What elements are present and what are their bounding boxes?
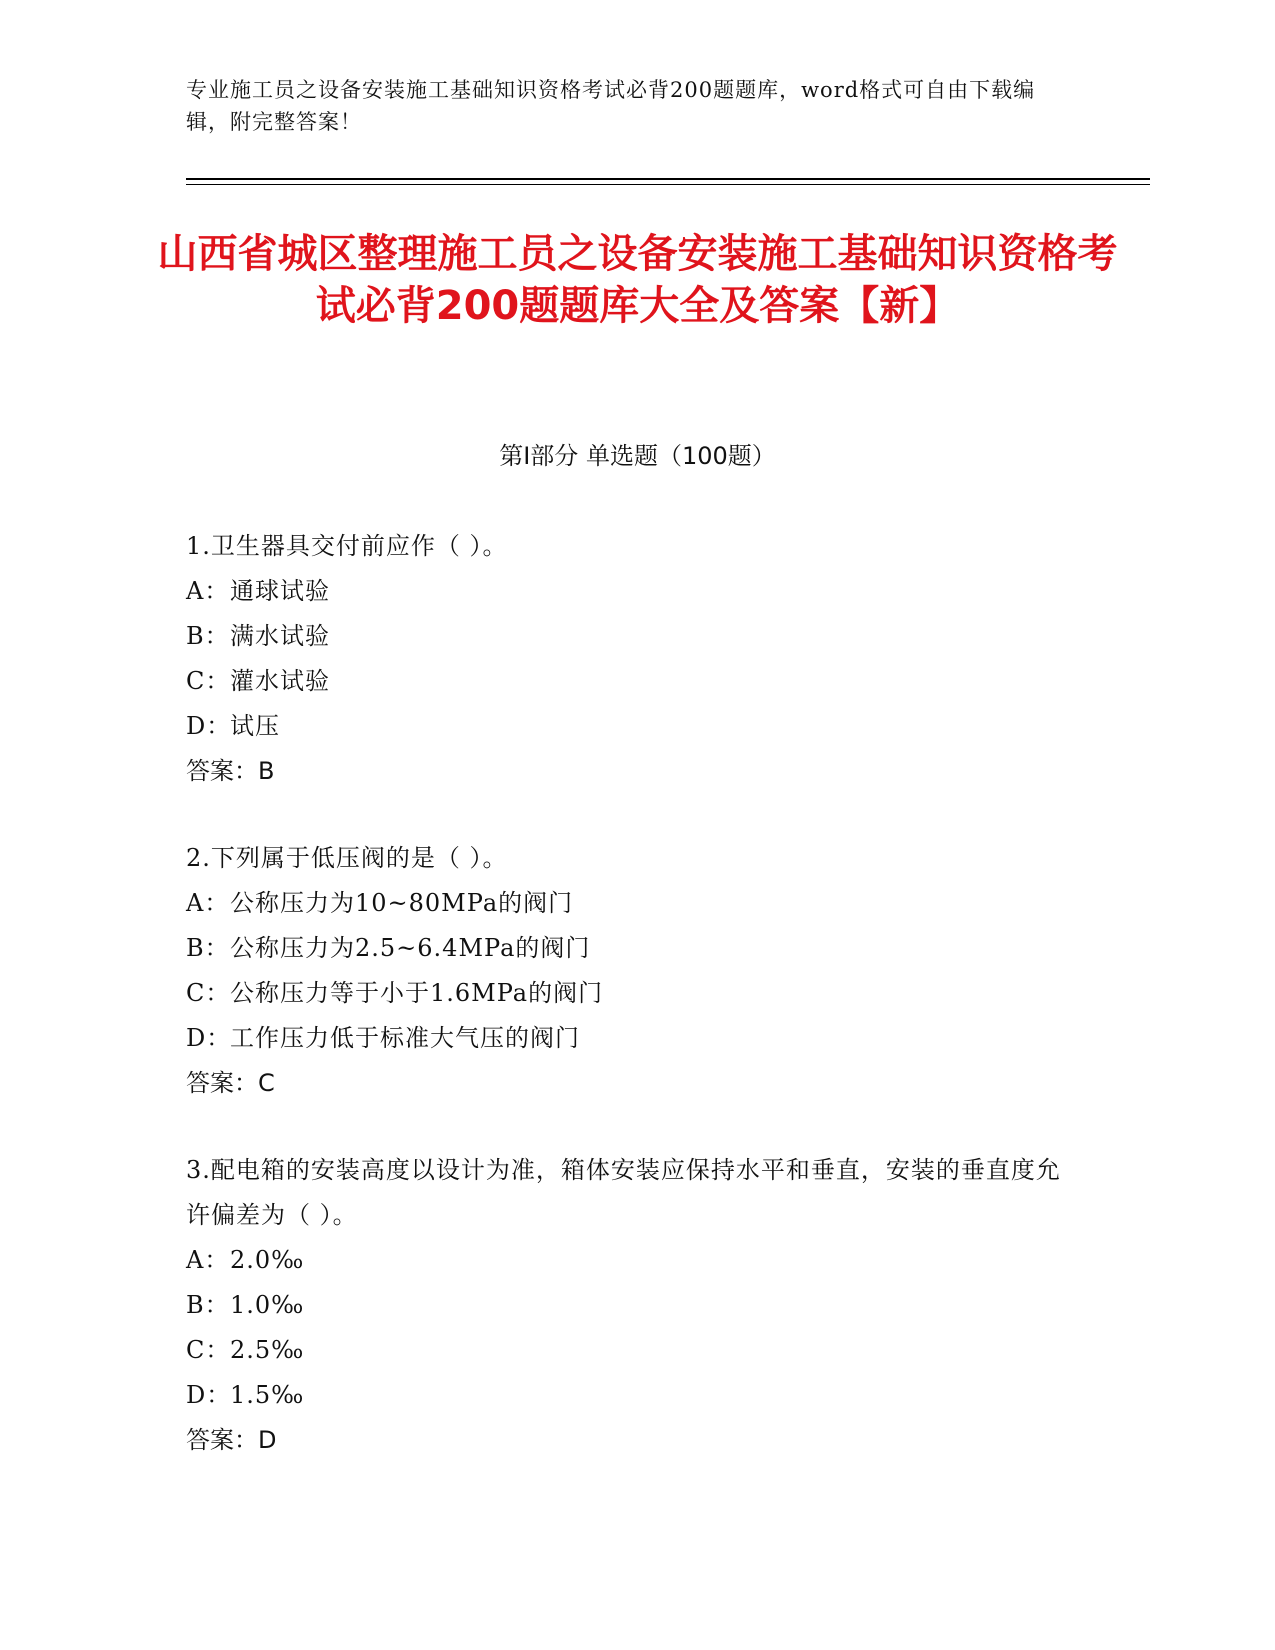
option-text: 满水试验 xyxy=(230,622,330,650)
option-key: D： xyxy=(186,712,232,740)
document-title: 山西省城区整理施工员之设备安装施工基础知识资格考试必背200题题库大全及答案【新】 xyxy=(157,231,1118,329)
question-stem: 1.卫生器具交付前应作（ ）。 xyxy=(186,532,508,560)
option-key: A： xyxy=(186,889,230,917)
question-2 xyxy=(186,836,1066,1106)
option-key: D： xyxy=(186,1024,232,1052)
option-c xyxy=(186,971,1066,1016)
option-key: B： xyxy=(186,934,230,962)
option-text: 灌水试验 xyxy=(230,667,330,695)
option-text: 2.5‰ xyxy=(230,1336,305,1364)
option-text: 工作压力低于标准大气压的阀门 xyxy=(230,1024,580,1052)
header-divider-thick xyxy=(186,178,1150,180)
option-c xyxy=(186,659,1066,704)
option-d xyxy=(186,1016,1066,1061)
question-stem: 2.下列属于低压阀的是（ ）。 xyxy=(186,844,508,872)
question-list xyxy=(186,524,1066,1505)
option-key: A： xyxy=(186,577,230,605)
option-text: 公称压力为2.5~6.4MPa的阀门 xyxy=(230,934,591,962)
question-1 xyxy=(186,524,1066,794)
answer: 答案：B xyxy=(186,757,275,785)
section-title: 第I部分 单选题（100题） xyxy=(499,442,776,470)
option-b xyxy=(186,926,1066,971)
option-b xyxy=(186,1283,1066,1328)
header-divider-thin xyxy=(186,184,1150,185)
option-text: 1.0‰ xyxy=(230,1291,305,1319)
option-text: 试压 xyxy=(230,712,280,740)
option-text: 2.0‰ xyxy=(230,1246,305,1274)
option-c xyxy=(186,1328,1066,1373)
option-key: B： xyxy=(186,1291,230,1319)
question-stem: 3.配电箱的安装高度以设计为准，箱体安装应保持水平和垂直，安装的垂直度允许偏差为（ ）。 xyxy=(186,1156,1061,1229)
option-key: C： xyxy=(186,979,231,1007)
option-key: B： xyxy=(186,622,230,650)
header-note: 专业施工员之设备安装施工基础知识资格考试必背200题题库，word格式可自由下载编辑，附完整答案！ xyxy=(186,78,1036,134)
option-b xyxy=(186,614,1066,659)
option-d xyxy=(186,1373,1066,1418)
option-key: C： xyxy=(186,1336,231,1364)
option-a xyxy=(186,881,1066,926)
option-d xyxy=(186,704,1066,749)
option-text: 通球试验 xyxy=(230,577,330,605)
option-a xyxy=(186,569,1066,614)
option-key: D： xyxy=(186,1381,232,1409)
option-text: 公称压力为10~80MPa的阀门 xyxy=(230,889,574,917)
option-a xyxy=(186,1238,1066,1283)
option-key: A： xyxy=(186,1246,230,1274)
option-key: C： xyxy=(186,667,231,695)
option-text: 公称压力等于小于1.6MPa的阀门 xyxy=(230,979,604,1007)
option-text: 1.5‰ xyxy=(230,1381,305,1409)
answer: 答案：D xyxy=(186,1426,277,1454)
question-3 xyxy=(186,1148,1066,1463)
answer: 答案：C xyxy=(186,1069,275,1097)
